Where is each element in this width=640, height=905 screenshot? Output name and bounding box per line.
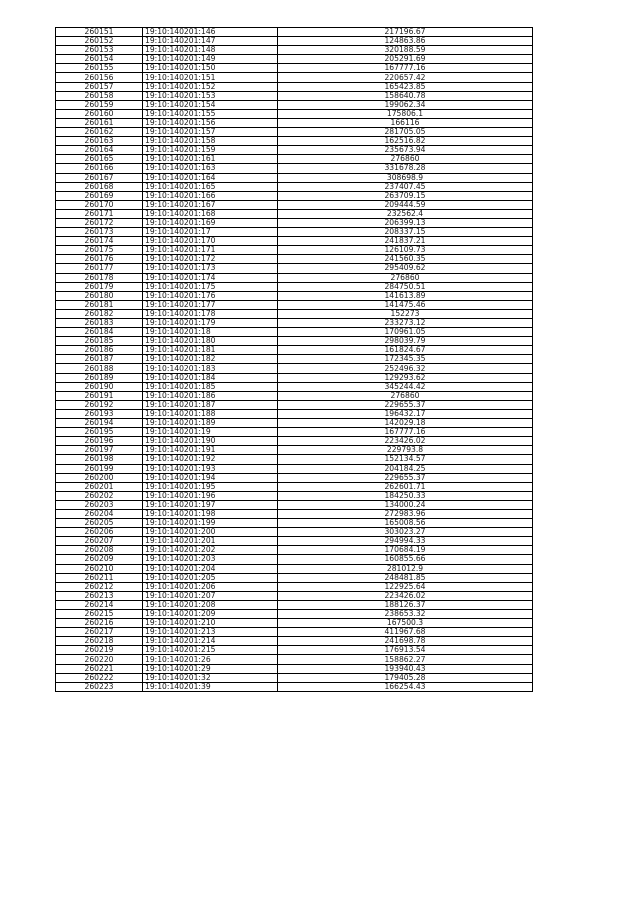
table-row	[56, 500, 533, 509]
table-row	[56, 137, 533, 146]
amount-cell: 188126.37	[278, 600, 533, 609]
amount-cell: 303023.27	[278, 528, 533, 537]
amount-cell: 294994.33	[278, 537, 533, 546]
amount-cell: 229655.37	[278, 400, 533, 409]
table-row	[56, 346, 533, 355]
cadastral-number-cell: 19:10:140201:210	[143, 619, 278, 628]
row-number-cell: 260154	[56, 55, 143, 64]
amount-cell: 152134.57	[278, 455, 533, 464]
amount-cell: 166254.43	[278, 682, 533, 691]
cadastral-number-cell: 19:10:140201:215	[143, 646, 278, 655]
table-row	[56, 364, 533, 373]
cadastral-number-cell: 19:10:140201:168	[143, 209, 278, 218]
amount-cell: 233273.12	[278, 319, 533, 328]
table-row	[56, 73, 533, 82]
table-row	[56, 628, 533, 637]
row-number-cell: 260169	[56, 191, 143, 200]
table-row	[56, 664, 533, 673]
amount-cell: 223426.02	[278, 437, 533, 446]
table-row	[56, 373, 533, 382]
table-row	[56, 28, 533, 37]
amount-cell: 205291.69	[278, 55, 533, 64]
cadastral-number-cell: 19:10:140201:196	[143, 491, 278, 500]
amount-cell: 229793.8	[278, 446, 533, 455]
row-number-cell: 260164	[56, 146, 143, 155]
amount-cell: 232562.4	[278, 209, 533, 218]
cadastral-number-cell: 19:10:140201:182	[143, 355, 278, 364]
table-row	[56, 91, 533, 100]
cadastral-number-cell: 19:10:140201:146	[143, 28, 278, 37]
row-number-cell: 260197	[56, 446, 143, 455]
table-row	[56, 428, 533, 437]
row-number-cell: 260201	[56, 482, 143, 491]
cadastral-number-cell: 19:10:140201:19	[143, 428, 278, 437]
data-table	[55, 27, 533, 692]
cadastral-number-cell: 19:10:140201:151	[143, 73, 278, 82]
amount-cell: 272983.96	[278, 509, 533, 518]
row-number-cell: 260220	[56, 655, 143, 664]
amount-cell: 208337.15	[278, 228, 533, 237]
amount-cell: 204184.25	[278, 464, 533, 473]
cadastral-number-cell: 19:10:140201:178	[143, 309, 278, 318]
table-row	[56, 237, 533, 246]
row-number-cell: 260206	[56, 528, 143, 537]
cadastral-number-cell: 19:10:140201:170	[143, 237, 278, 246]
amount-cell: 252496.32	[278, 364, 533, 373]
row-number-cell: 260185	[56, 337, 143, 346]
table-row	[56, 437, 533, 446]
table-row	[56, 300, 533, 309]
cadastral-number-cell: 19:10:140201:172	[143, 255, 278, 264]
row-number-cell: 260174	[56, 237, 143, 246]
cadastral-number-cell: 19:10:140201:183	[143, 364, 278, 373]
cadastral-number-cell: 19:10:140201:185	[143, 382, 278, 391]
cadastral-number-cell: 19:10:140201:163	[143, 164, 278, 173]
row-number-cell: 260205	[56, 519, 143, 528]
cadastral-number-cell: 19:10:140201:186	[143, 391, 278, 400]
amount-cell: 276860	[278, 391, 533, 400]
row-number-cell: 260195	[56, 428, 143, 437]
table-row	[56, 582, 533, 591]
table-row	[56, 519, 533, 528]
cadastral-number-cell: 19:10:140201:189	[143, 419, 278, 428]
cadastral-number-cell: 19:10:140201:203	[143, 555, 278, 564]
table-row	[56, 509, 533, 518]
table-row	[56, 246, 533, 255]
amount-cell: 217196.67	[278, 28, 533, 37]
cadastral-number-cell: 19:10:140201:198	[143, 509, 278, 518]
row-number-cell: 260157	[56, 82, 143, 91]
table-row	[56, 328, 533, 337]
table-row	[56, 228, 533, 237]
amount-cell: 167777.16	[278, 428, 533, 437]
cadastral-number-cell: 19:10:140201:180	[143, 337, 278, 346]
table-row	[56, 264, 533, 273]
row-number-cell: 260180	[56, 291, 143, 300]
row-number-cell: 260194	[56, 419, 143, 428]
row-number-cell: 260189	[56, 373, 143, 382]
amount-cell: 166116	[278, 118, 533, 127]
cadastral-number-cell: 19:10:140201:194	[143, 473, 278, 482]
row-number-cell: 260175	[56, 246, 143, 255]
amount-cell: 331678.28	[278, 164, 533, 173]
cadastral-number-cell: 19:10:140201:166	[143, 191, 278, 200]
row-number-cell: 260152	[56, 37, 143, 46]
cadastral-number-cell: 19:10:140201:174	[143, 273, 278, 282]
amount-cell: 122925.64	[278, 582, 533, 591]
amount-cell: 176913.54	[278, 646, 533, 655]
row-number-cell: 260202	[56, 491, 143, 500]
amount-cell: 158640.78	[278, 91, 533, 100]
cadastral-number-cell: 19:10:140201:188	[143, 409, 278, 418]
cadastral-number-cell: 19:10:140201:209	[143, 610, 278, 619]
table-row	[56, 37, 533, 46]
table-row	[56, 564, 533, 573]
table-body	[56, 28, 533, 692]
amount-cell: 124863.86	[278, 37, 533, 46]
row-number-cell: 260184	[56, 328, 143, 337]
table-row	[56, 55, 533, 64]
row-number-cell: 260187	[56, 355, 143, 364]
amount-cell: 206399.13	[278, 218, 533, 227]
table-row	[56, 610, 533, 619]
table-row	[56, 391, 533, 400]
table-row	[56, 82, 533, 91]
amount-cell: 229655.37	[278, 473, 533, 482]
row-number-cell: 260153	[56, 46, 143, 55]
row-number-cell: 260159	[56, 100, 143, 109]
table-row	[56, 473, 533, 482]
amount-cell: 162516.82	[278, 137, 533, 146]
amount-cell: 199062.34	[278, 100, 533, 109]
table-row	[56, 482, 533, 491]
table-row	[56, 646, 533, 655]
amount-cell: 281012.9	[278, 564, 533, 573]
row-number-cell: 260223	[56, 682, 143, 691]
cadastral-number-cell: 19:10:140201:157	[143, 128, 278, 137]
row-number-cell: 260221	[56, 664, 143, 673]
amount-cell: 161824.67	[278, 346, 533, 355]
cadastral-number-cell: 19:10:140201:179	[143, 319, 278, 328]
table-row	[56, 619, 533, 628]
row-number-cell: 260222	[56, 673, 143, 682]
row-number-cell: 260199	[56, 464, 143, 473]
row-number-cell: 260168	[56, 182, 143, 191]
table-row	[56, 146, 533, 155]
amount-cell: 175806.1	[278, 109, 533, 118]
table-row	[56, 319, 533, 328]
row-number-cell: 260192	[56, 400, 143, 409]
table-row	[56, 573, 533, 582]
row-number-cell: 260218	[56, 637, 143, 646]
row-number-cell: 260198	[56, 455, 143, 464]
amount-cell: 298039.79	[278, 337, 533, 346]
row-number-cell: 260217	[56, 628, 143, 637]
table-row	[56, 100, 533, 109]
cadastral-number-cell: 19:10:140201:159	[143, 146, 278, 155]
table-row	[56, 464, 533, 473]
row-number-cell: 260203	[56, 500, 143, 509]
row-number-cell: 260216	[56, 619, 143, 628]
amount-cell: 134000.24	[278, 500, 533, 509]
amount-cell: 220657.42	[278, 73, 533, 82]
table-row	[56, 182, 533, 191]
cadastral-number-cell: 19:10:140201:171	[143, 246, 278, 255]
amount-cell: 241698.78	[278, 637, 533, 646]
row-number-cell: 260165	[56, 155, 143, 164]
row-number-cell: 260193	[56, 409, 143, 418]
cadastral-number-cell: 19:10:140201:192	[143, 455, 278, 464]
cadastral-number-cell: 19:10:140201:200	[143, 528, 278, 537]
cadastral-number-cell: 19:10:140201:150	[143, 64, 278, 73]
row-number-cell: 260173	[56, 228, 143, 237]
amount-cell: 248481.85	[278, 573, 533, 582]
row-number-cell: 260171	[56, 209, 143, 218]
cadastral-number-cell: 19:10:140201:152	[143, 82, 278, 91]
amount-cell: 262601.71	[278, 482, 533, 491]
amount-cell: 241837.21	[278, 237, 533, 246]
table-row	[56, 46, 533, 55]
amount-cell: 126109.73	[278, 246, 533, 255]
cadastral-number-cell: 19:10:140201:148	[143, 46, 278, 55]
table-row	[56, 282, 533, 291]
row-number-cell: 260181	[56, 300, 143, 309]
amount-cell: 172345.35	[278, 355, 533, 364]
row-number-cell: 260167	[56, 173, 143, 182]
table-row	[56, 291, 533, 300]
amount-cell: 158862.27	[278, 655, 533, 664]
table-row	[56, 309, 533, 318]
amount-cell: 281705.05	[278, 128, 533, 137]
table-row	[56, 118, 533, 127]
cadastral-number-cell: 19:10:140201:206	[143, 582, 278, 591]
row-number-cell: 260177	[56, 264, 143, 273]
cadastral-number-cell: 19:10:140201:167	[143, 200, 278, 209]
cadastral-number-cell: 19:10:140201:175	[143, 282, 278, 291]
amount-cell: 170684.19	[278, 546, 533, 555]
row-number-cell: 260211	[56, 573, 143, 582]
cadastral-number-cell: 19:10:140201:153	[143, 91, 278, 100]
cadastral-number-cell: 19:10:140201:181	[143, 346, 278, 355]
table-row	[56, 355, 533, 364]
amount-cell: 237407.45	[278, 182, 533, 191]
amount-cell: 165423.85	[278, 82, 533, 91]
row-number-cell: 260214	[56, 600, 143, 609]
cadastral-number-cell: 19:10:140201:214	[143, 637, 278, 646]
table-row	[56, 637, 533, 646]
cadastral-number-cell: 19:10:140201:161	[143, 155, 278, 164]
amount-cell: 184250.33	[278, 491, 533, 500]
row-number-cell: 260182	[56, 309, 143, 318]
cadastral-number-cell: 19:10:140201:158	[143, 137, 278, 146]
table-row	[56, 555, 533, 564]
row-number-cell: 260186	[56, 346, 143, 355]
amount-cell: 196432.17	[278, 409, 533, 418]
table-row	[56, 218, 533, 227]
row-number-cell: 260162	[56, 128, 143, 137]
cadastral-number-cell: 19:10:140201:29	[143, 664, 278, 673]
table-row	[56, 64, 533, 73]
table-row	[56, 173, 533, 182]
table-row	[56, 455, 533, 464]
cadastral-number-cell: 19:10:140201:176	[143, 291, 278, 300]
cadastral-number-cell: 19:10:140201:193	[143, 464, 278, 473]
amount-cell: 193940.43	[278, 664, 533, 673]
table-row	[56, 682, 533, 691]
amount-cell: 152273	[278, 309, 533, 318]
amount-cell: 179405.28	[278, 673, 533, 682]
amount-cell: 411967.68	[278, 628, 533, 637]
row-number-cell: 260160	[56, 109, 143, 118]
amount-cell: 284750.51	[278, 282, 533, 291]
table-row	[56, 673, 533, 682]
table-row	[56, 537, 533, 546]
amount-cell: 141475.46	[278, 300, 533, 309]
amount-cell: 241560.35	[278, 255, 533, 264]
table-row	[56, 419, 533, 428]
amount-cell: 238653.32	[278, 610, 533, 619]
table-row	[56, 591, 533, 600]
amount-cell: 276860	[278, 273, 533, 282]
cadastral-number-cell: 19:10:140201:147	[143, 37, 278, 46]
amount-cell: 263709.15	[278, 191, 533, 200]
row-number-cell: 260215	[56, 610, 143, 619]
row-number-cell: 260158	[56, 91, 143, 100]
row-number-cell: 260209	[56, 555, 143, 564]
amount-cell: 308698.9	[278, 173, 533, 182]
row-number-cell: 260176	[56, 255, 143, 264]
amount-cell: 276860	[278, 155, 533, 164]
row-number-cell: 260166	[56, 164, 143, 173]
table-row	[56, 209, 533, 218]
row-number-cell: 260163	[56, 137, 143, 146]
cadastral-number-cell: 19:10:140201:177	[143, 300, 278, 309]
cadastral-number-cell: 19:10:140201:17	[143, 228, 278, 237]
cadastral-number-cell: 19:10:140201:173	[143, 264, 278, 273]
row-number-cell: 260204	[56, 509, 143, 518]
cadastral-number-cell: 19:10:140201:207	[143, 591, 278, 600]
amount-cell: 320188.59	[278, 46, 533, 55]
table-row	[56, 409, 533, 418]
amount-cell: 345244.42	[278, 382, 533, 391]
cadastral-number-cell: 19:10:140201:190	[143, 437, 278, 446]
cadastral-number-cell: 19:10:140201:187	[143, 400, 278, 409]
table-row	[56, 382, 533, 391]
cadastral-number-cell: 19:10:140201:32	[143, 673, 278, 682]
amount-cell: 165008.56	[278, 519, 533, 528]
row-number-cell: 260170	[56, 200, 143, 209]
table-row	[56, 273, 533, 282]
table-row	[56, 600, 533, 609]
row-number-cell: 260219	[56, 646, 143, 655]
cadastral-number-cell: 19:10:140201:208	[143, 600, 278, 609]
cadastral-number-cell: 19:10:140201:197	[143, 500, 278, 509]
amount-cell: 167500.3	[278, 619, 533, 628]
row-number-cell: 260191	[56, 391, 143, 400]
row-number-cell: 260179	[56, 282, 143, 291]
table-row	[56, 546, 533, 555]
amount-cell: 160855.66	[278, 555, 533, 564]
amount-cell: 223426.02	[278, 591, 533, 600]
row-number-cell: 260208	[56, 546, 143, 555]
row-number-cell: 260200	[56, 473, 143, 482]
cadastral-number-cell: 19:10:140201:201	[143, 537, 278, 546]
table-row	[56, 128, 533, 137]
row-number-cell: 260213	[56, 591, 143, 600]
row-number-cell: 260188	[56, 364, 143, 373]
cadastral-number-cell: 19:10:140201:204	[143, 564, 278, 573]
table-row	[56, 109, 533, 118]
table-row	[56, 164, 533, 173]
table-row	[56, 337, 533, 346]
table-row	[56, 491, 533, 500]
cadastral-number-cell: 19:10:140201:195	[143, 482, 278, 491]
amount-cell: 295409.62	[278, 264, 533, 273]
row-number-cell: 260156	[56, 73, 143, 82]
table-row	[56, 446, 533, 455]
table-row	[56, 255, 533, 264]
cadastral-number-cell: 19:10:140201:149	[143, 55, 278, 64]
cadastral-number-cell: 19:10:140201:155	[143, 109, 278, 118]
row-number-cell: 260183	[56, 319, 143, 328]
row-number-cell: 260161	[56, 118, 143, 127]
cadastral-number-cell: 19:10:140201:202	[143, 546, 278, 555]
row-number-cell: 260190	[56, 382, 143, 391]
cadastral-number-cell: 19:10:140201:191	[143, 446, 278, 455]
row-number-cell: 260178	[56, 273, 143, 282]
row-number-cell: 260207	[56, 537, 143, 546]
table-row	[56, 191, 533, 200]
cadastral-number-cell: 19:10:140201:165	[143, 182, 278, 191]
amount-cell: 167777.16	[278, 64, 533, 73]
table-row	[56, 655, 533, 664]
cadastral-number-cell: 19:10:140201:213	[143, 628, 278, 637]
cadastral-number-cell: 19:10:140201:169	[143, 218, 278, 227]
amount-cell: 129293.62	[278, 373, 533, 382]
row-number-cell: 260196	[56, 437, 143, 446]
table-row	[56, 528, 533, 537]
table-row	[56, 155, 533, 164]
cadastral-number-cell: 19:10:140201:156	[143, 118, 278, 127]
table-row	[56, 200, 533, 209]
cadastral-number-cell: 19:10:140201:164	[143, 173, 278, 182]
cadastral-number-cell: 19:10:140201:199	[143, 519, 278, 528]
amount-cell: 209444.59	[278, 200, 533, 209]
cadastral-number-cell: 19:10:140201:26	[143, 655, 278, 664]
row-number-cell: 260210	[56, 564, 143, 573]
row-number-cell: 260212	[56, 582, 143, 591]
cadastral-number-cell: 19:10:140201:205	[143, 573, 278, 582]
row-number-cell: 260155	[56, 64, 143, 73]
cadastral-number-cell: 19:10:140201:39	[143, 682, 278, 691]
cadastral-number-cell: 19:10:140201:184	[143, 373, 278, 382]
amount-cell: 141613.89	[278, 291, 533, 300]
row-number-cell: 260172	[56, 218, 143, 227]
amount-cell: 142029.18	[278, 419, 533, 428]
table-row	[56, 400, 533, 409]
amount-cell: 235673.94	[278, 146, 533, 155]
row-number-cell: 260151	[56, 28, 143, 37]
cadastral-number-cell: 19:10:140201:18	[143, 328, 278, 337]
cadastral-number-cell: 19:10:140201:154	[143, 100, 278, 109]
amount-cell: 170961.05	[278, 328, 533, 337]
